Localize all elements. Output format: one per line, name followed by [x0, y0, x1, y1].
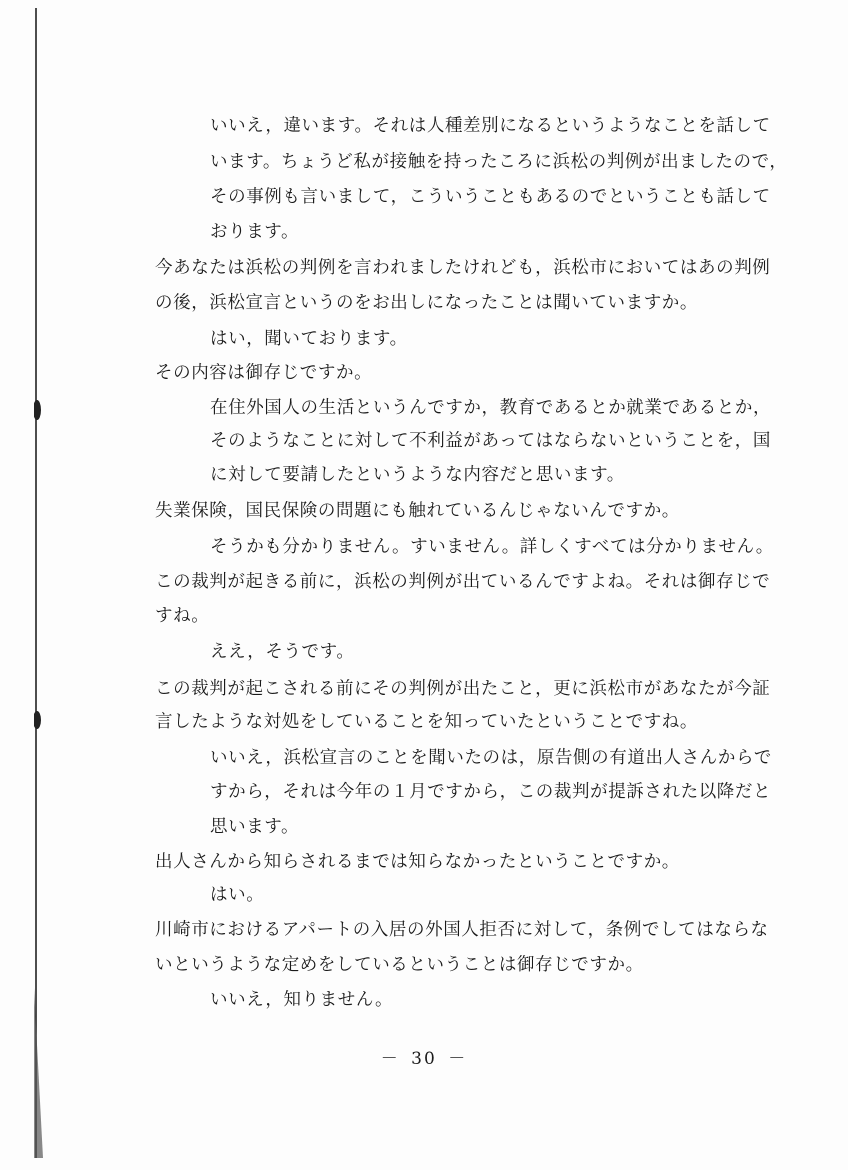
- transcript-line: はい。: [210, 885, 265, 905]
- transcript-line: すね。: [155, 606, 210, 626]
- page-number: [0, 1044, 848, 1069]
- transcript-line: の後，浜松宣言というのをお出しになったことは聞いていますか。: [155, 293, 698, 313]
- transcript-line: その内容は御存じですか。: [155, 363, 373, 383]
- page-number-dash-right: －: [448, 1049, 468, 1069]
- transcript-line: 出人さんから知らされるまでは知らなかったということですか。: [155, 852, 680, 872]
- transcript-line: に対して要請したというような内容だと思います。: [210, 465, 625, 485]
- transcript-line: いいえ，違います。それは人種差別になるというようなことを話して: [210, 116, 771, 136]
- transcript-line: そのようなことに対して不利益があってはならないということを，国: [210, 431, 771, 451]
- page-number-value: 30: [411, 1049, 437, 1069]
- transcript-line: いいえ，浜松宣言のことを聞いたのは，原告側の有道出人さんからで: [210, 748, 772, 768]
- transcript-line: いというような定めをしているということは御存じですか。: [155, 955, 644, 975]
- transcript-line: 思います。: [210, 817, 300, 837]
- transcript-line: いいえ，知りません。: [210, 990, 394, 1010]
- transcript-line: 今あなたは浜松の判例を言われましたけれども，浜松市においてはあの判例: [155, 258, 771, 278]
- transcript-line: すから，それは今年の１月ですから，この裁判が提訴された以降だと: [210, 782, 772, 802]
- transcript-line: 失業保険，国民保険の問題にも触れているんじゃないんですか。: [155, 501, 680, 521]
- transcript-line: そうかも分かりません。すいません。詳しくすべては分かりません。: [210, 537, 774, 557]
- transcript-line: 在住外国人の生活というんですか，教育であるとか就業であるとか，: [210, 398, 772, 418]
- transcript-line: ええ，そうです。: [210, 642, 355, 662]
- transcript-line: その事例も言いまして，こういうこともあるのでということも話して: [210, 187, 771, 207]
- transcript-line: 言したような対処をしていることを知っていたということですね。: [155, 712, 698, 732]
- transcript-line: この裁判が起きる前に，浜松の判例が出ているんですよね。それは御存じで: [155, 572, 771, 592]
- binding-edge: [34, 8, 46, 1158]
- transcript-line: この裁判が起こされる前にその判例が出たこと，更に浜松市があなたが今証: [155, 679, 771, 699]
- transcript-line: 川崎市におけるアパートの入居の外国人拒否に対して，条例でしてはならな: [155, 920, 769, 940]
- page-number-dash-left: －: [380, 1049, 400, 1069]
- transcript-line: います。ちょうど私が接触を持ったころに浜松の判例が出ましたので，: [210, 152, 788, 172]
- transcript-line: おります。: [210, 222, 300, 242]
- transcript-line: はい，聞いております。: [210, 329, 408, 349]
